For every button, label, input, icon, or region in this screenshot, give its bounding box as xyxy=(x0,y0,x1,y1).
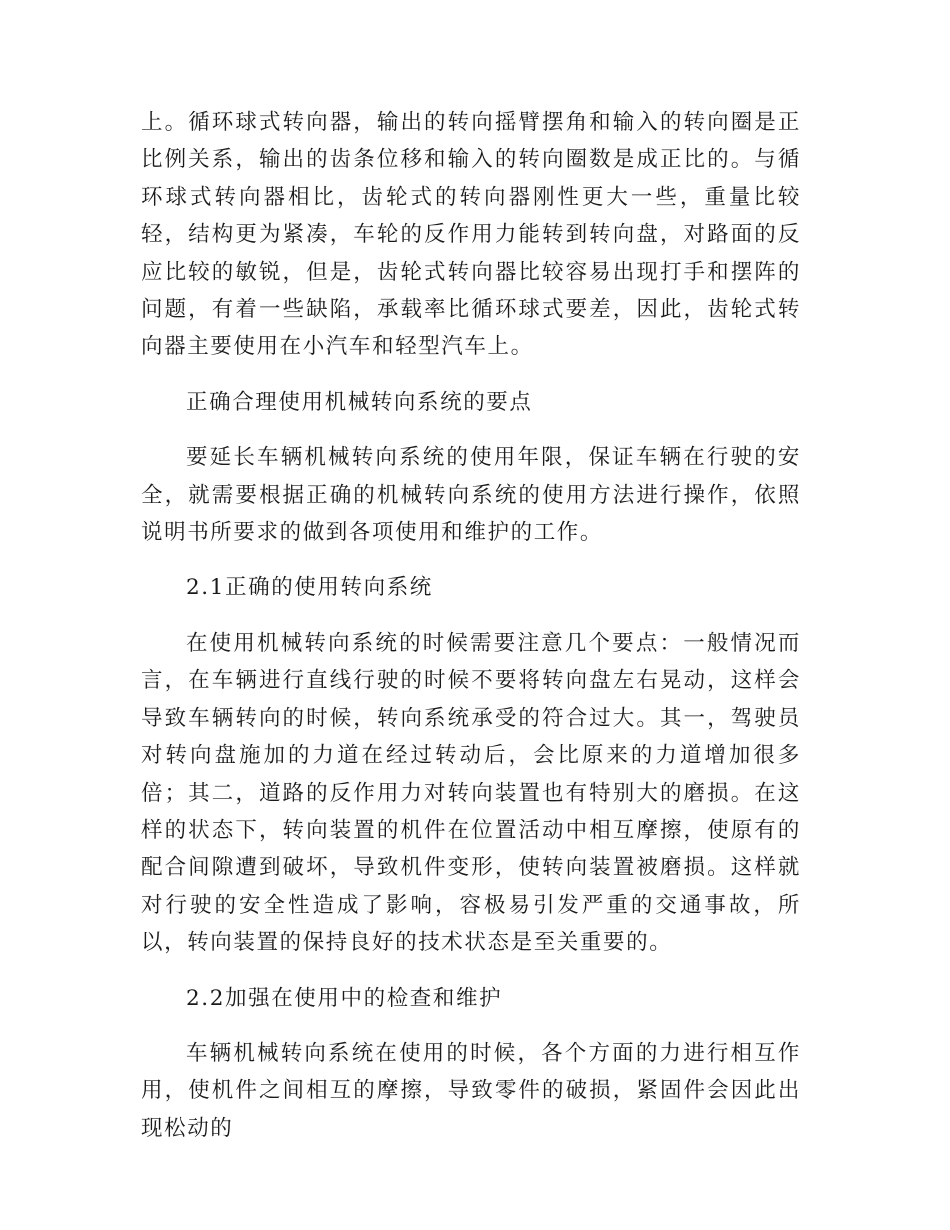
paragraph-usage-precautions: 在使用机械转向系统的时候需要注意几个要点：一般情况而言，在车辆进行直线行驶的时候不要将转向盘左右晃动，这样会导致车辆转向的时候，转向系统承受的符合过大。其一，驾驶员对转向盘施加的力道在经过转动后，会比原来的力道增加很多倍；其二，道路的反作用力对转向装置也有特别大的磨损。在这样的状态下，转向装置的机件在位置活动中相互摩擦，使原有的配合间隙遭到破坏，导致机件变形，使转向装置被磨损。这样就对行驶的安全性造成了影响，容极易引发严重的交通事故，所以，转向装置的保持良好的技术状态是至关重要的。 xyxy=(141,630,801,956)
section-heading-2-2: 2.2加强在使用中的检查和维护 xyxy=(186,985,503,1011)
paragraph-extend-service-life: 要延长车辆机械转向系统的使用年限，保证车辆在行驶的安全，就需要根据正确的机械转向系统的使用方法进行操作，依照说明书所要求的做到各项使用和维护的工作。 xyxy=(141,445,801,546)
paragraph-steering-gear-comparison: 上。循环球式转向器，输出的转向摇臂摆角和输入的转向圈是正比例关系，输出的齿条位移和输入的转向圈数是成正比的。与循环球式转向器相比，齿轮式的转向器刚性更大一些，重量比较轻，结构更为紧凑，车轮的反作用力能转到转向盘，对路面的反应比较的敏锐，但是，齿轮式转向器比较容易出现打手和摆阵的问题，有着一些缺陷，承载率比循环球式要差，因此，齿轮式转向器主要使用在小汽车和轻型汽车上。 xyxy=(141,110,801,360)
section-heading-usage-points: 正确合理使用机械转向系统的要点 xyxy=(186,389,533,415)
paragraph-inspection-maintenance: 车辆机械转向系统在使用的时候，各个方面的力进行相互作用，使机件之间相互的摩擦，导致零件的破损，紧固件会因此出现松动的 xyxy=(141,1040,801,1141)
document-body xyxy=(141,104,801,1165)
section-heading-2-1: 2.1正确的使用转向系统 xyxy=(186,575,433,601)
